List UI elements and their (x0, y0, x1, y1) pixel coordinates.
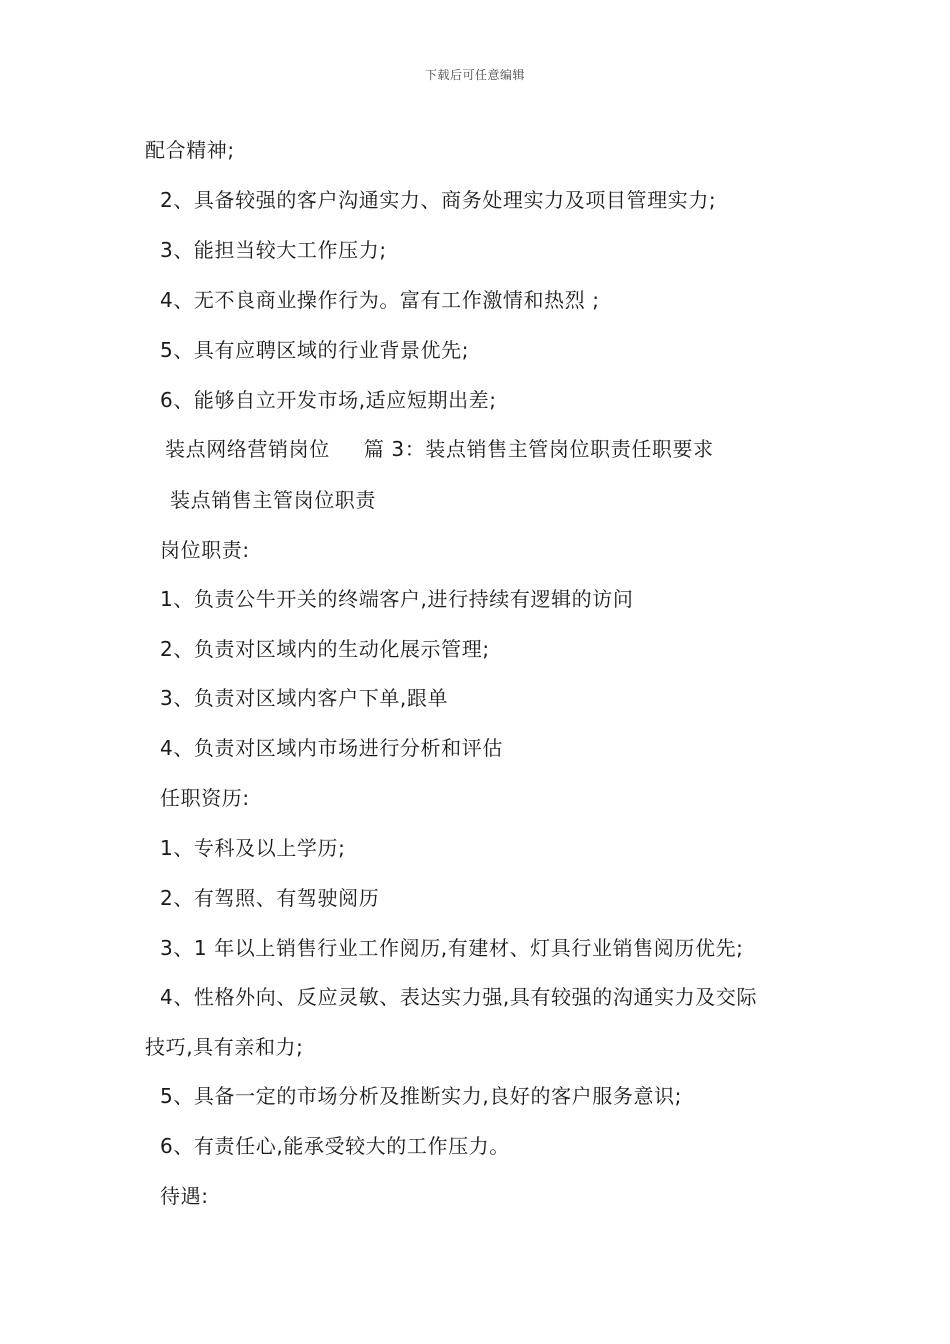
page-header-note: 下载后可任意编辑 (424, 68, 525, 82)
body-line: 6、能够自立开发市场,适应短期出差; (160, 388, 497, 412)
body-line: 5、具有应聘区域的行业背景优先; (160, 338, 470, 362)
body-line: 1、专科及以上学历; (160, 836, 346, 860)
body-line: 3、能担当较大工作压力; (160, 238, 387, 262)
body-line: 技巧,具有亲和力; (145, 1035, 304, 1059)
section-heading-line (165, 435, 714, 463)
body-line: 4、无不良商业操作行为。富有工作激情和热烈 ; (160, 288, 600, 312)
body-line: 3、负责对区域内客户下单,跟单 (160, 686, 449, 710)
subheading: 装点销售主管岗位职责 (170, 488, 376, 512)
body-line: 3、1 年以上销售行业工作阅历,有建材、灯具行业销售阅历优先; (160, 936, 744, 960)
subheading: 岗位职责: (160, 538, 250, 562)
subheading: 任职资历: (160, 786, 250, 810)
body-line: 6、有责任心,能承受较大的工作压力。 (160, 1134, 510, 1158)
body-line: 2、具备较强的客户沟通实力、商务处理实力及项目管理实力; (160, 188, 717, 212)
subheading: 待遇: (160, 1184, 209, 1208)
body-line: 1、负责公牛开关的终端客户,进行持续有逻辑的访问 (160, 587, 634, 611)
body-line: 2、有驾照、有驾驶阅历 (160, 886, 380, 910)
section-title: 篇 3：装点销售主管岗位职责任职要求 (363, 437, 714, 461)
section-prev-title: 装点网络营销岗位 (165, 437, 330, 461)
body-line: 2、负责对区域内的生动化展示管理; (160, 637, 490, 661)
body-line: 配合精神; (145, 138, 235, 162)
body-line: 4、负责对区域内市场进行分析和评估 (160, 736, 503, 760)
body-line: 5、具备一定的市场分析及推断实力,良好的客户服务意识; (160, 1084, 683, 1108)
body-line: 4、性格外向、反应灵敏、表达实力强,具有较强的沟通实力及交际 (160, 985, 758, 1009)
